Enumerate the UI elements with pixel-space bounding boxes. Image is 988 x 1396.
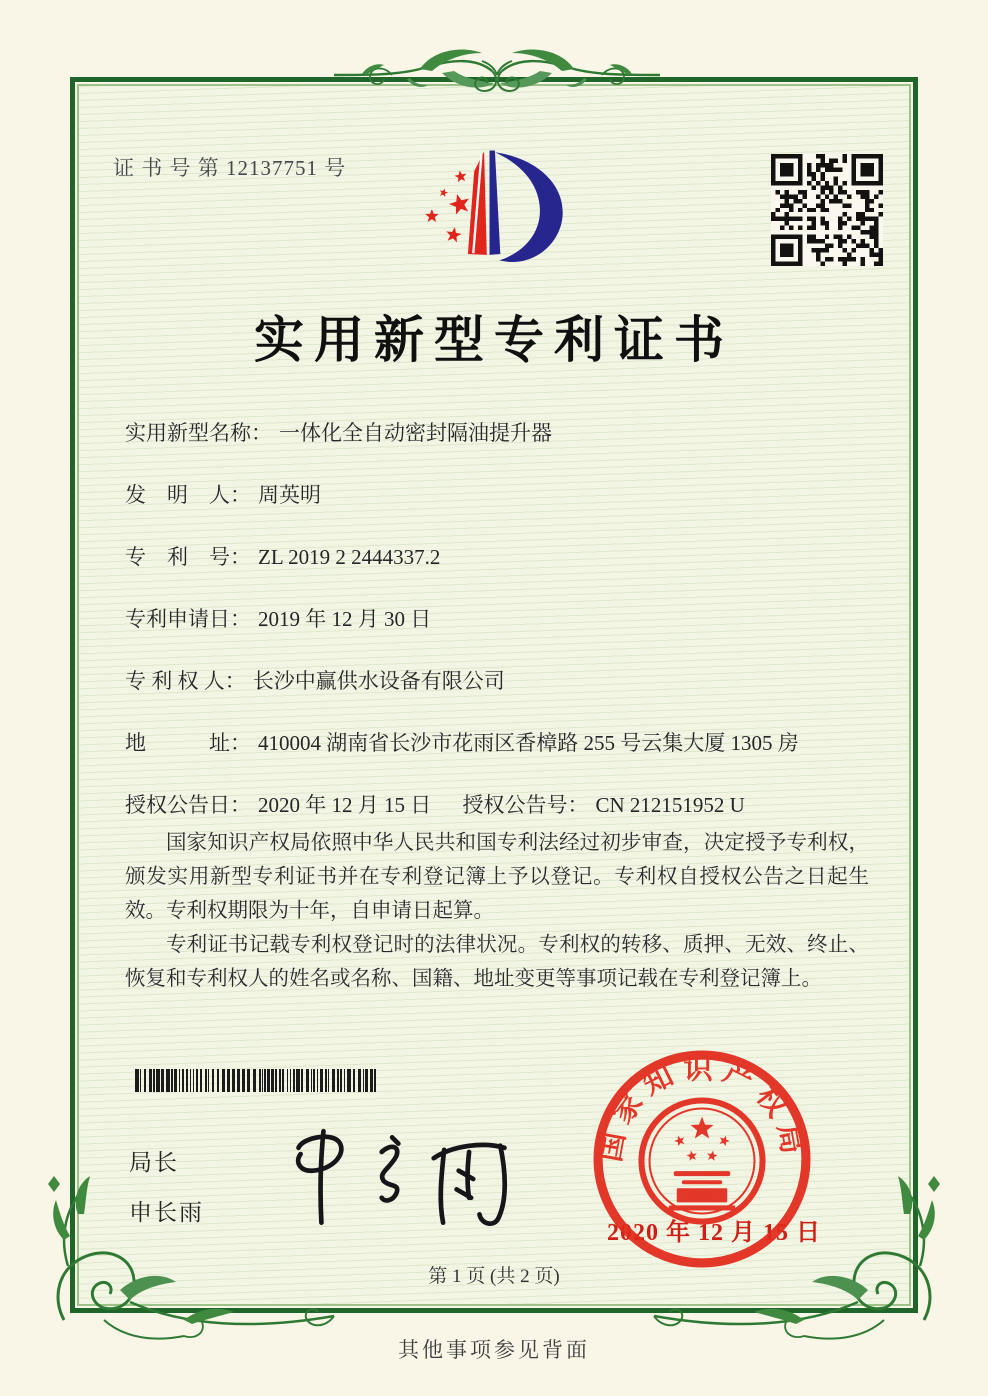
field-label: 专 利 号： — [125, 545, 251, 569]
certificate-number: 证 书 号 第 12137751 号 — [113, 156, 347, 180]
field-value: 2020 年 12 月 15 日 — [258, 793, 432, 817]
cnipa-official-seal — [591, 1048, 813, 1270]
field-row-patentee — [125, 668, 871, 694]
page-number: 第 1 页 (共 2 页) — [428, 1266, 560, 1287]
commissioner-signature — [259, 1114, 519, 1244]
certificate-content-area — [79, 86, 909, 1304]
legal-paragraph-1: 国家知识产权局依照中华人民共和国专利法经过初步审查，决定授予专利权，颁发实用新型专利证书并在专利登记簿上予以登记。专利权自授权公告之日起生效。专利权期限为十年，自申请日起算。 — [125, 832, 869, 922]
field-value: CN 212151952 U — [595, 793, 745, 817]
field-label: 授权公告日： — [125, 793, 251, 817]
logo-stars — [425, 170, 469, 242]
field-list — [125, 420, 871, 854]
field-label: 授权公告号： — [462, 793, 589, 817]
field-label: 专利申请日： — [125, 607, 251, 631]
field-label: 专 利 权 人： — [125, 669, 246, 693]
back-side-note: 其他事项参见背面 — [398, 1338, 590, 1362]
legal-text — [125, 826, 869, 996]
field-row-inventor — [125, 482, 871, 508]
seal-date: 2020 年 12 月 15 日 — [607, 1220, 821, 1246]
field-value: 一体化全自动密封隔油提升器 — [279, 421, 552, 445]
field-row-grant — [125, 792, 871, 818]
field-value: ZL 2019 2 2444337.2 — [258, 545, 441, 569]
field-value: 周英明 — [258, 483, 321, 507]
field-row-address — [125, 730, 871, 756]
barcode — [133, 1069, 379, 1092]
signer-name: 申长雨 — [129, 1200, 204, 1225]
field-value: 2019 年 12 月 30 日 — [258, 607, 432, 631]
national-emblem-icon — [641, 1100, 762, 1221]
signer-title: 局长 — [129, 1150, 179, 1175]
certificate-title: 实用新型专利证书 — [254, 312, 734, 368]
certificate-border-frame — [70, 77, 918, 1313]
field-label: 实用新型名称： — [125, 421, 272, 445]
qr-code — [771, 154, 883, 266]
field-row-patent-no — [125, 544, 871, 570]
field-label: 发 明 人： — [125, 483, 251, 507]
field-row-name — [125, 420, 871, 446]
field-value: 410004 湖南省长沙市花雨区香樟路 255 号云集大厦 1305 房 — [258, 731, 799, 755]
seal-ring-text: 国家知识产权局 — [594, 1053, 810, 1165]
field-row-filing-date — [125, 606, 871, 632]
legal-paragraph-2: 专利证书记载专利权登记时的法律状况。专利权的转移、质押、无效、终止、恢复和专利权人的姓名或名称、国籍、地址变更等事项记载在专利登记簿上。 — [125, 934, 869, 990]
signer-block — [129, 1144, 204, 1244]
field-label: 地 址： — [125, 731, 251, 755]
cnipa-patent-logo-icon — [404, 134, 584, 284]
field-value: 长沙中赢供水设备有限公司 — [252, 669, 505, 693]
